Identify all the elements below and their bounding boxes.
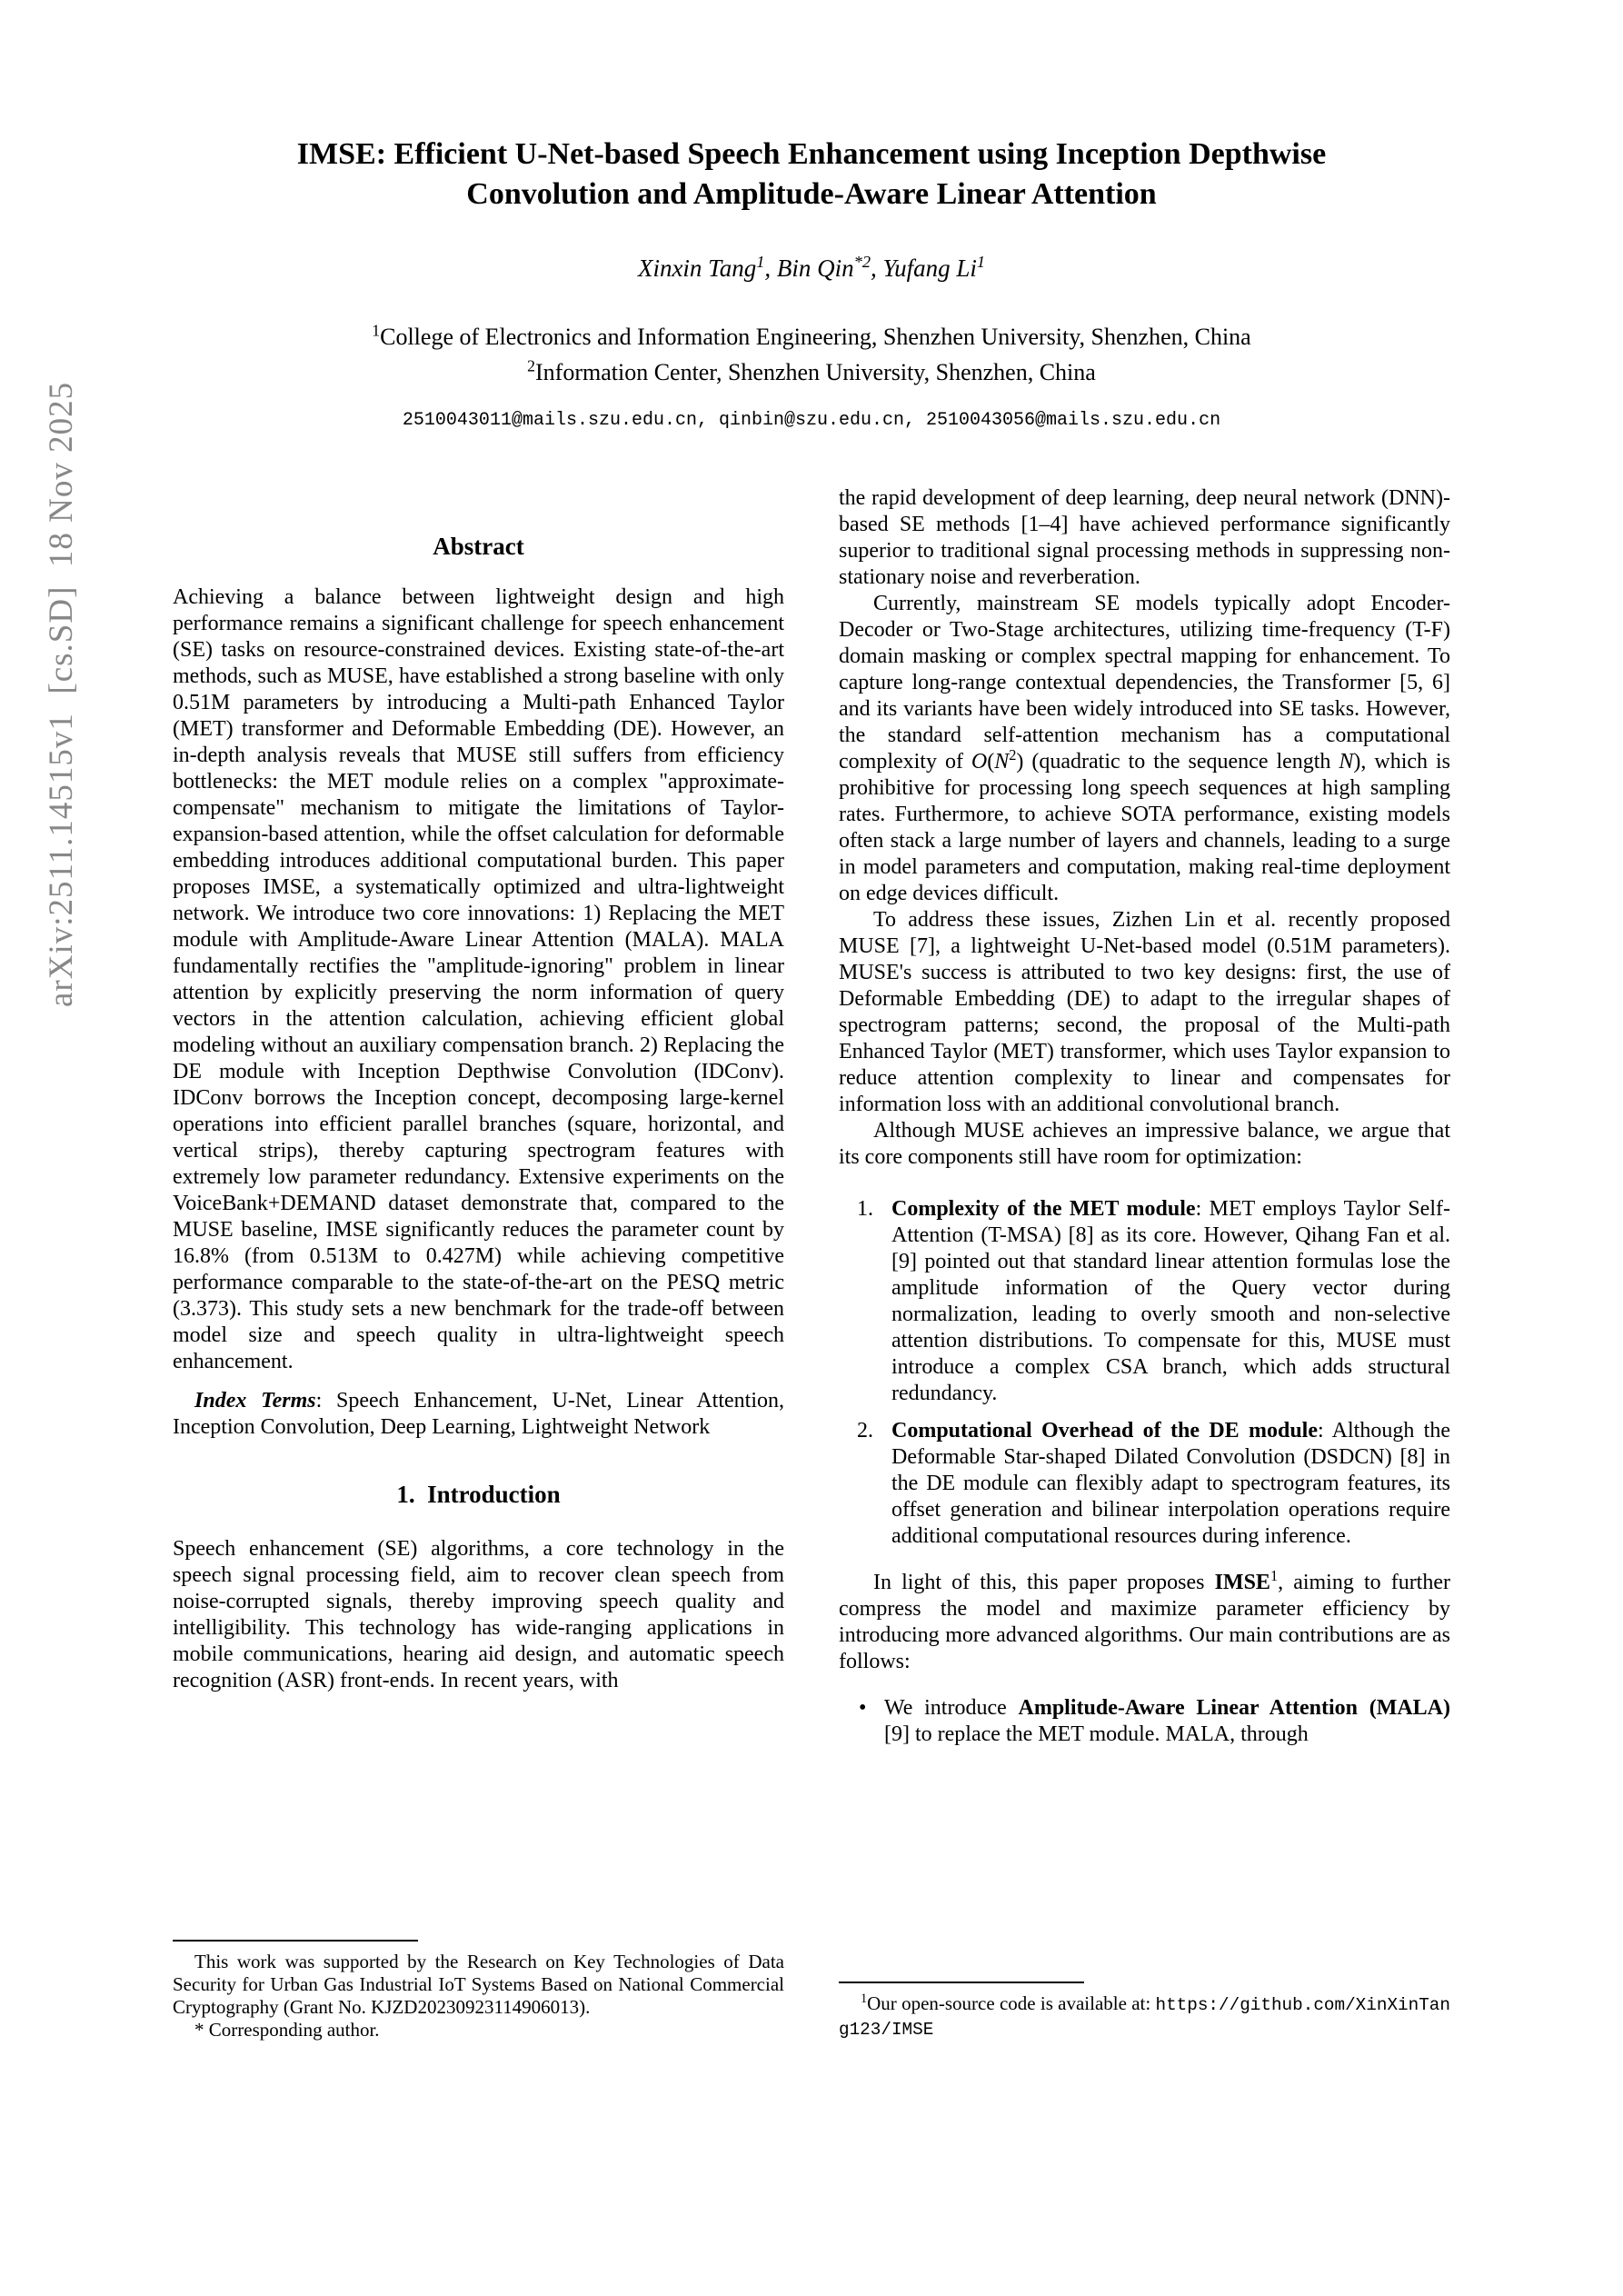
text-segment: : MET employs Taylor Self-Attention (T-MSA) [8] as its core. However, Qihang Fan et al. [9] pointed out that standard linear attention formulas lose the amplitude information of the Query vector during normalization, leading to overly smooth and non-selective attention distributions. To compensate for this, MUSE must introduce a complex CSA branch, which adds structural redundancy. [891,1197,1450,1406]
author-emails[interactable]: 2510043011@mails.szu.edu.cn, qinbin@szu.edu.cn, 2510043056@mails.szu.edu.cn [402,410,1221,432]
list-item-text [891,1419,1450,1548]
text-segment: Index Terms [194,1389,316,1413]
footnote-rule [839,1982,1084,1983]
text-segment: In light of this, this paper proposes [873,1571,1215,1595]
list-number: 1. [857,1197,873,1222]
paper-title: IMSE: Efficient U-Net-based Speech Enhancement using Inception Depthwise Convolution and Amplitude-Aware Linear Attention [296,137,1327,212]
list-item [839,1418,1450,1550]
text-segment: ( [987,750,995,774]
text-segment: 2 [1009,746,1017,764]
affiliations [0,319,1623,390]
corresponding-author-footnote: * Corresponding author. [194,2019,380,2041]
text-segment: Amplitude-Aware Linear Attention (MALA) [1018,1696,1451,1721]
index-terms [173,1388,784,1441]
text-segment: ), which is prohibitive for processing long speech sequences at high sampling rates. Furthermore, to achieve SOTA performance, existing models often stack a large number of layers and channels, leading to a surge in model parameters and computation, making real-time deployment on edge devices difficult. [839,750,1451,906]
arxiv-watermark: arXiv:2511.14515v1 [cs.SD] 18 Nov 2025 [43,381,80,1007]
bullet-marker: • [859,1696,867,1721]
text-segment: ) (quadratic to the sequence length [1016,750,1339,774]
text-segment: *2 [853,253,871,272]
introduction-paragraph: Speech enhancement (SE) algorithms, a core technology in the speech signal processing field, aim to recover clean speech from noise-corrupted signals, thereby improving speech quality and intelligibility. This technology has wide-ranging applications in mobile communications, hearing aid design, and automatic speech recognition (ASR) front-ends. In recent years, with [173,1537,784,1693]
text-segment: , aiming to further compress the model and maximize parameter efficiency by introducing more advanced algorithms. Our main contributions are as follows: [839,1571,1450,1674]
text-segment: 1 [1270,1567,1279,1585]
text-segment: 1 [976,253,986,272]
right-column [839,485,1450,2041]
body-paragraph-5 [839,1567,1450,1675]
text-segment: Information Center, Shenzhen University, Shenzhen, China [535,359,1096,386]
right-footnote [839,1965,1450,2041]
text-segment: [9] to replace the MET module. MALA, through [884,1722,1309,1747]
text-segment: Our open-source code is available at: [867,1992,1156,2015]
list-number: 2. [857,1419,873,1443]
bullet-item-text [884,1696,1450,1746]
text-segment: O [971,750,988,774]
section-heading-introduction: 1. Introduction [396,1481,561,1509]
footnote-rule [173,1940,418,1942]
text-segment: IMSE [1214,1571,1270,1595]
text-segment: N [1339,750,1354,774]
affiliation-1 [0,319,1623,354]
body-paragraph-1: the rapid development of deep learning, deep neural network (DNN)-based SE methods [1–4] have achieved performance significantly superior to traditional signal processing methods in suppressing non-stationary noise and reverberation. [839,486,1450,590]
text-segment: Xinxin Tang [637,255,757,283]
paper-header [0,0,1623,431]
body-paragraph-2 [839,591,1450,907]
text-segment: 1 [372,321,381,340]
text-segment: , Bin Qin [764,255,854,283]
code-availability-footnote [839,1992,1450,2041]
bullet-item [839,1695,1450,1748]
affiliation-2 [0,354,1623,390]
text-segment: Currently, mainstream SE models typically adopt Encoder-Decoder or Two-Stage architectures, utilizing time-frequency (T-F) domain masking or complex spectral mapping for enhancement. To capture long-range contextual dependencies, the Transformer [5, 6] and its variants have been widely introduced into SE tasks. However, the standard self-attention mechanism has a computational complexity of [839,592,1450,774]
github-link[interactable]: https://github.com/XinXinTang123/IMSE [839,1995,1450,2041]
authors-line [0,255,1623,283]
text-segment: College of Electronics and Information Engineering, Shenzhen University, Shenzhen, China [380,324,1251,351]
abstract-text: Achieving a balance between lightweight design and high performance remains a significant challenge for speech enhancement (SE) tasks on resource-constrained devices. Existing state-of-the-art methods, such as MUSE, have established a strong baseline with only 0.51M parameters by introducing a Multi-path Enhanced Taylor (MET) transformer and Deformable Embedding (DE). However, an in-depth analysis reveals that MUSE still suffers from efficiency bottlenecks: the MET module relies on a complex "approximate-compensate" mechanism to mitigate the limitations of Taylor-expansion-based attention, while the offset calculation for deformable embedding introduces additional computational burden. This paper proposes IMSE, a systematically optimized and ultra-lightweight network. We introduce two core innovations: 1) Replacing the MET module with Amplitude-Aware Linear Attention (MALA). MALA fundamentally rectifies the "amplitude-ignoring" problem in linear attention by explicitly preserving the norm information of query vectors in the attention calculation, achieving efficient global modeling without an auxiliary compensation branch. 2) Replacing the DE module with Inception Depthwise Convolution (IDConv). IDConv borrows the Inception concept, decomposing large-kernel operations into efficient parallel branches (square, horizontal, and vertical strips), thereby capturing spectrogram features with extremely low parameter redundancy. Extensive experiments on the VoiceBank+DEMAND dataset demonstrate that, compared to the MUSE baseline, IMSE significantly reduces the parameter count by 16.8% (from 0.513M to 0.427M) while achieving competitive performance comparable to the state-of-the-art on the PESQ metric (3.373). This study sets a new benchmark for the trade-off between model size and speech quality in ultra-lightweight speech enhancement. [173,585,784,1374]
text-segment: 1 [756,253,765,272]
list-item-text [891,1197,1450,1405]
text-segment: Computational Overhead of the DE module [891,1419,1318,1443]
text-segment: 1 [861,1992,868,2007]
text-segment: We introduce [884,1696,1019,1721]
text-segment: N [994,750,1010,774]
text-segment: Complexity of the MET module [891,1197,1196,1222]
text-segment: , Yufang Li [871,255,977,283]
text-segment: : Although the Deformable Star-shaped Dilated Convolution (DSDCN) [8] in the DE module can flexibly adapt to spectrogram features, its offset generation and bilinear interpolation operations require additional computational resources during inference. [891,1419,1450,1549]
text-segment: 2 [527,356,536,375]
left-column [173,485,784,2041]
body-paragraph-4: Although MUSE achieves an impressive balance, we argue that its core components still have room for optimization: [839,1119,1450,1170]
abstract-heading: Abstract [433,533,524,561]
text-segment: : Speech Enhancement, U-Net, Linear Attention, Inception Convolution, Deep Learning, Lightweight Network [173,1389,784,1440]
body-paragraph-3: To address these issues, Zizhen Lin et al. recently proposed MUSE [7], a lightweight U-Net-based model (0.51M parameters). MUSE's success is attributed to two key designs: first, the use of Deformable Embedding (DE) to adapt to the irregular shapes of spectrogram patterns; second, the proposal of the Multi-path Enhanced Taylor (MET) transformer, which uses Taylor expansion to reduce attention complexity to linear and compensates for information loss with an additional convolutional branch. [839,908,1450,1117]
two-column-body [173,485,1450,2041]
list-item [839,1196,1450,1407]
funding-footnote: This work was supported by the Research on Key Technologies of Data Security for Urban Gas Industrial IoT Systems Based on National Commercial Cryptography (Grant No. KJZD20230923114906013). [173,1951,784,2019]
left-footnote [173,1923,784,2041]
contributions-list [839,1686,1450,1757]
numbered-list [839,1185,1450,1561]
